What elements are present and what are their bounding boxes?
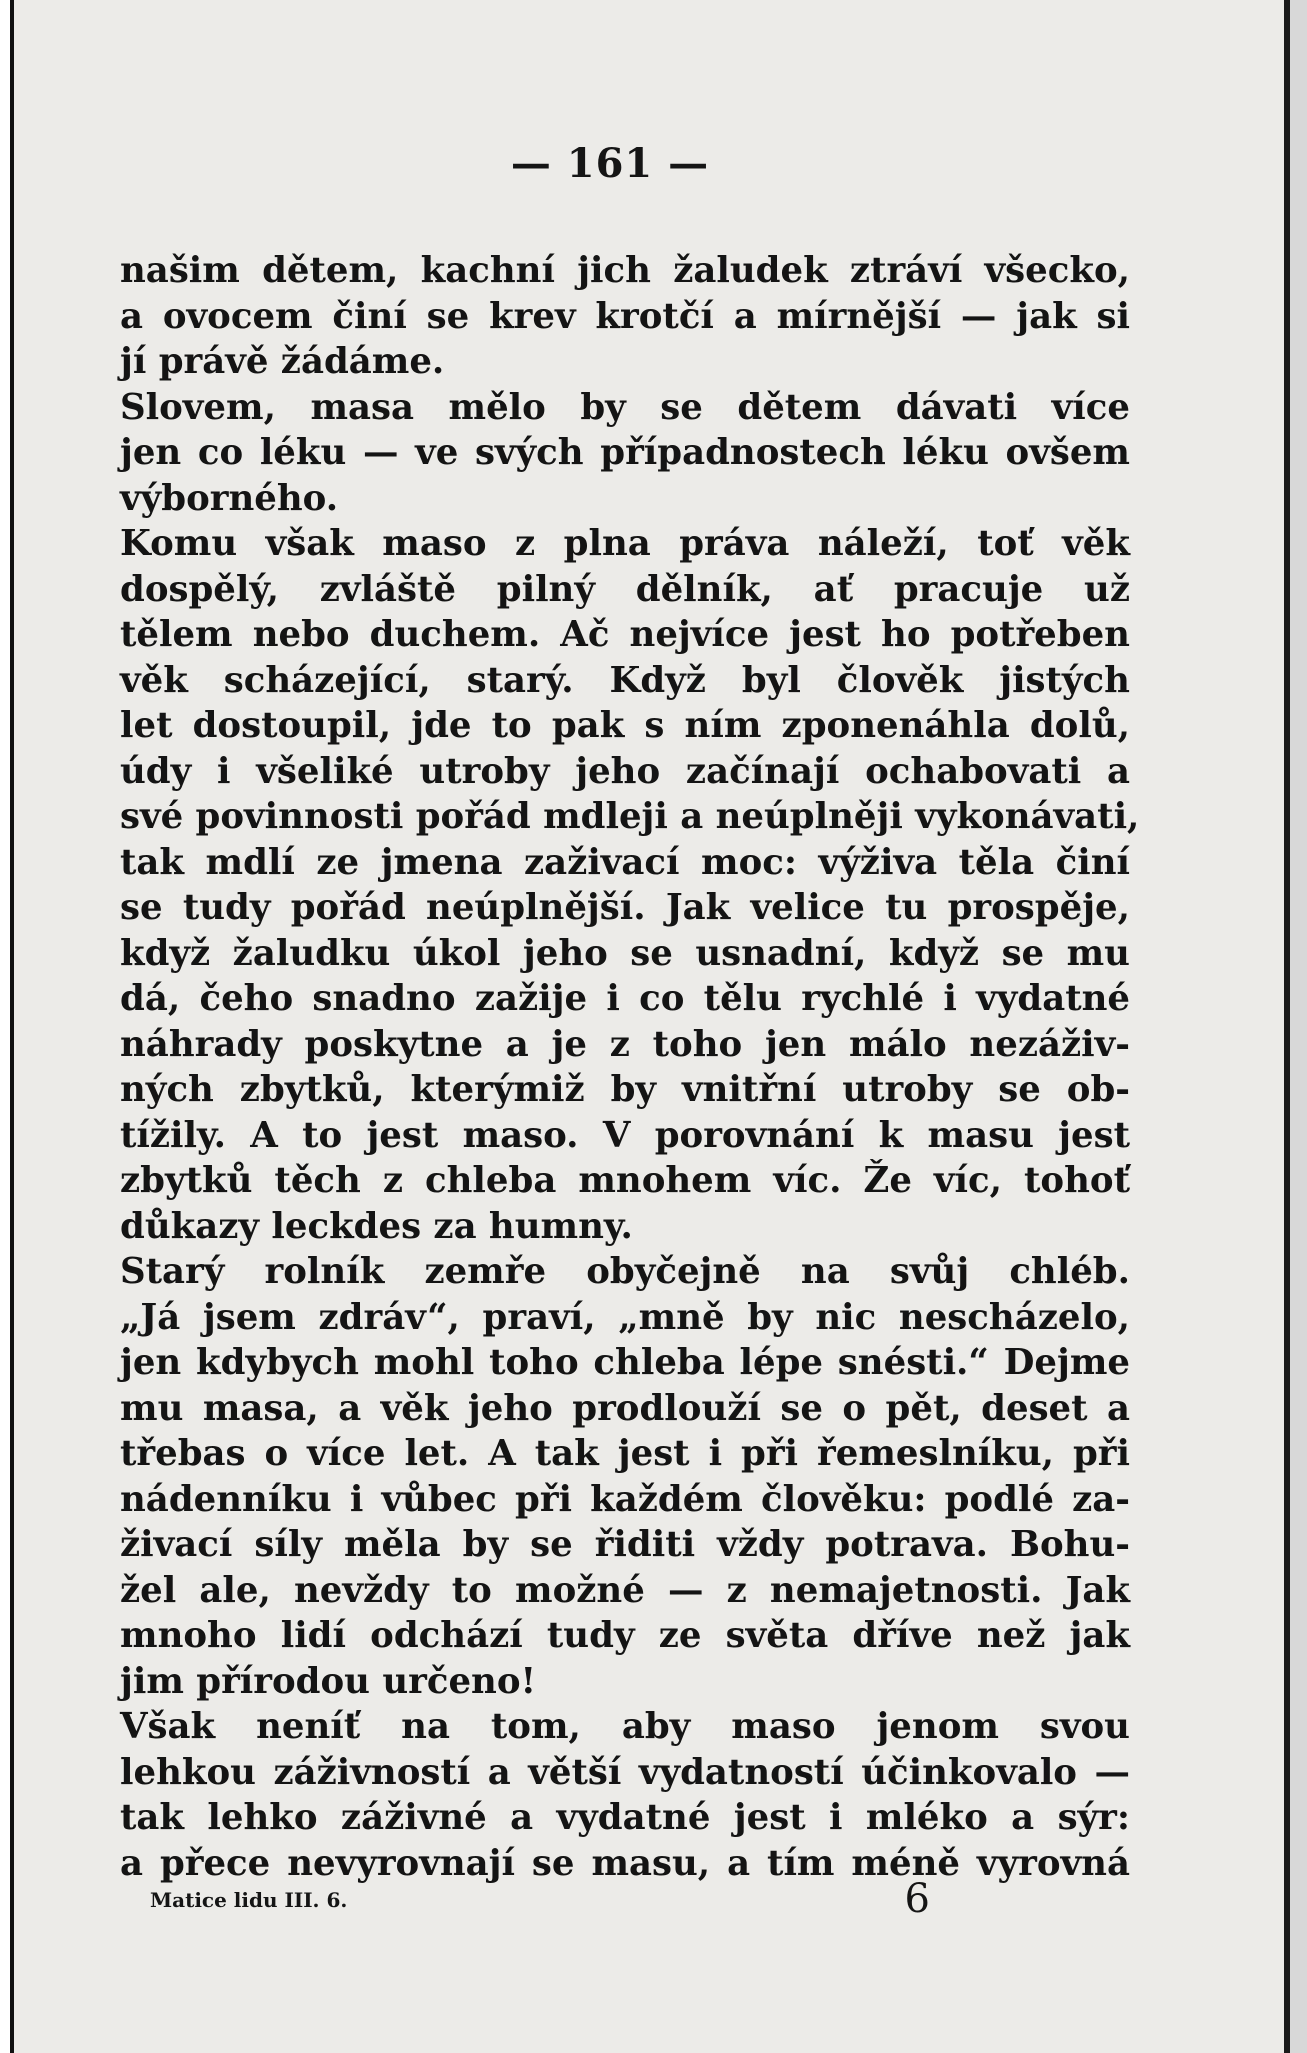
text-line: a ovocem činí se krev krotčí a mírnější — jak si [120,295,1130,337]
page-body-text [120,248,1140,1886]
text-line: dá, čeho snadno zažije i co tělu rychlé i vydatné [120,978,1130,1019]
text-line: lehkou záživností a větší vydatností účinkovalo — [120,1751,1130,1793]
text-line: jen kdybych mohl toho chleba lépe snésti.“ Dejme [120,1342,1130,1383]
text-line: ných zbytků, kterýmiž by vnitřní utroby se ob- [120,1069,1130,1110]
sheet-number: 6 [904,1876,930,1922]
text-line: mu masa, a věk jeho prodlouží se o pět, deset a [120,1387,1130,1429]
text-line: dospělý, zvláště pilný dělník, ať pracuje už [120,568,1130,610]
printer-signature: Matice lidu III. 6. [150,1888,348,1912]
scan-right-edge [1284,0,1307,2053]
text-line: Komu však maso z plna práva náleží, toť věk [120,523,1130,564]
page-number-header: — 161 — [510,140,710,187]
text-line: náhrady poskytne a je z toho jen málo nezáživ- [120,1023,1130,1065]
text-line: tělem nebo duchem. Ač nejvíce jest ho potřeben [120,614,1130,655]
text-line: „Já jsem zdráv“, praví, „mně by nic nescházelo, [120,1296,1130,1338]
text-line: jen co léku — ve svých případnostech léku ovšem [120,432,1130,473]
text-line: věk scházející, starý. Když byl člověk jistých [120,659,1130,701]
text-line: jim přírodou určeno! [120,1660,537,1702]
scan-left-edge [0,0,14,2053]
text-line: žel ale, nevždy to možné — z nemajetnosti. Jak [120,1569,1130,1611]
text-line: Však neníť na tom, aby maso jenom svou [120,1706,1130,1747]
text-line: tížily. A to jest maso. V porovnání k masu jest [120,1114,1130,1156]
text-line: mnoho lidí odchází tudy ze světa dříve než jak [120,1615,1130,1656]
text-line: Starý rolník zemře obyčejně na svůj chléb. [120,1251,1130,1292]
text-line: třebas o více let. A tak jest i při řemeslníku, při [120,1433,1130,1474]
text-line: živací síly měla by se řiditi vždy potrava. Bohu- [120,1524,1130,1565]
text-line: nádenníku i vůbec při každém člověku: podlé za- [120,1478,1130,1520]
text-line: jí právě žádáme. [120,341,445,382]
text-line: let dostoupil, jde to pak s ním zponenáhla dolů, [120,705,1130,746]
text-line: a přece nevyrovnají se masu, a tím méně vyrovná [120,1842,1130,1884]
text-line: tak mdlí ze jmena zaživací moc: výživa těla činí [120,841,1130,883]
text-line: údy i všeliké utroby jeho začínají ochabovati a [120,750,1130,792]
text-line: své povinnosti pořád mdleji a neúplněji vykonávati, [120,796,1140,837]
text-line: důkazy leckdes za humny. [120,1205,633,1247]
page-footer [150,1876,930,1936]
text-line: když žaludku úkol jeho se usnadní, když se mu [120,932,1130,974]
text-line: výborného. [120,477,339,519]
text-line: tak lehko záživné a vydatné jest i mléko a sýr: [120,1797,1130,1838]
text-line: Slovem, masa mělo by se dětem dávati více [120,386,1130,428]
text-line: našim dětem, kachní jich žaludek ztráví všecko, [120,250,1130,291]
text-line: se tudy pořád neúplnější. Jak velice tu prospěje, [120,887,1130,928]
text-line: zbytků těch z chleba mnohem víc. Že víc, tohoť [120,1160,1130,1201]
